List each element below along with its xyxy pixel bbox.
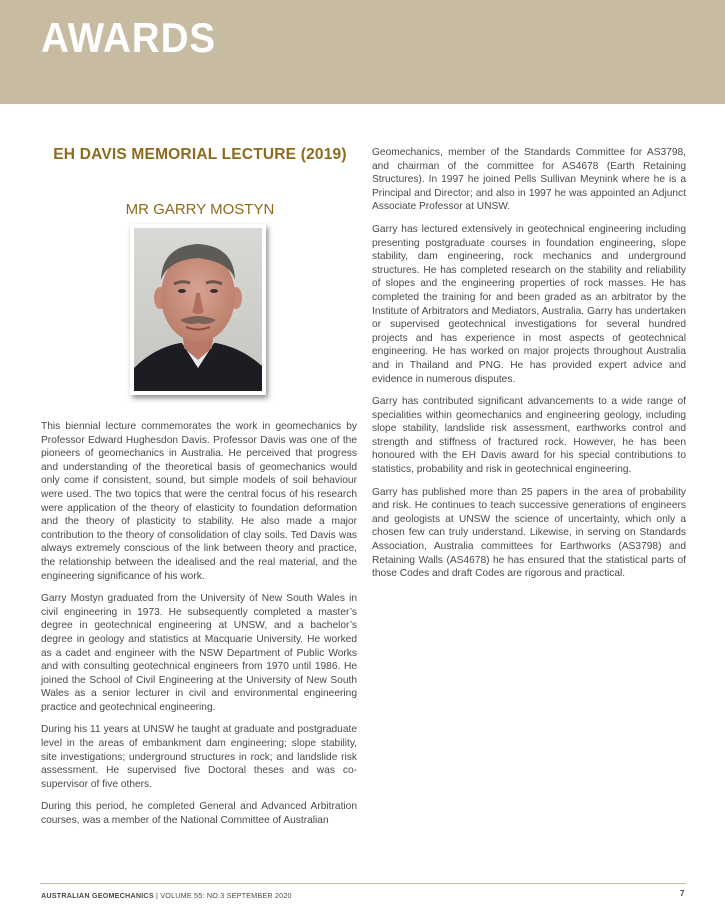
footer-journal-info <box>41 891 292 900</box>
header-banner <box>0 0 725 104</box>
person-name: MR GARRY MOSTYN <box>125 201 275 218</box>
portrait-image <box>134 228 262 391</box>
paragraph: During this period, he completed General and Advanced Arbitration courses, was a member of the National Committee of Australian <box>41 801 357 827</box>
section-title: AWARDS <box>41 14 217 61</box>
journal-name: AUSTRALIAN GEOMECHANICS <box>41 891 154 900</box>
lecture-title: EH DAVIS MEMORIAL LECTURE (2019) <box>53 146 347 163</box>
right-column <box>372 146 686 590</box>
paragraph: Garry has contributed significant advancements to a wide range of specialities within geomechanics and engineering geology, including slope stability, landslide risk assessment, earthworks control and strength and stiffness of fractured rock. However, he has been honoured with the EH Davis award for his special contributions to statistics, probability and risk in geotechnical engineering. <box>372 396 686 476</box>
page-number: 7 <box>680 889 685 898</box>
paragraph: Garry has lectured extensively in geotechnical engineering including presenting postgraduate courses in foundation engineering, slope stability, dam engineering, rock mechanics and underground structures. He has completed research on the stability and reliability of slopes and the engineering properties of rock masses. He has completed the training for and been graded as an arbitrator by the Institute of Arbitrators and Mediators, Australia. Garry has undertaken or supervised geotechnical investigations for several hundred projects and has experience in most aspects of geotechnical engineering. He has worked on major projects throughout Australia and in Thailand and PNG. He has provided expert advice and evidence in numerous disputes. <box>372 223 686 385</box>
left-column <box>41 420 357 837</box>
paragraph: This biennial lecture commemorates the work in geomechanics by Professor Edward Hughesdon Davis. Professor Davis was one of the pioneers of geomechanics in Australia. He perceived that progress and understanding of the theoretical basis of geomechanics would only come if consistent, sound, but simple models of soil behaviour were used. The two topics that were the central focus of his research were application of the theory of elasticity to foundation deformation and the theory of plasticity to stability. He also made a major contribution to the theory of consolidation of clay soils. Ted Davis was always extremely conscious of the link between theory and practice, the relationship between the idealised and the real material, and the engineering significance of his work. <box>41 421 357 582</box>
paragraph: Garry Mostyn graduated from the University of New South Wales in civil engineering in 1973. He subsequently completed a master’s degree in geotechnical engineering at UNSW, and a bachelor’s degree in geology and statistics at Macquarie University. He worked as a cadet and engineer with the NSW Department of Public Works and with consulting geotechnical engineers from 1970 until 1986. He joined the School of Civil Engineering at the University of New South Wales as a senior lecturer in civil and environmental engineering practice and geotechnical engineering. <box>41 593 357 713</box>
portrait-photo <box>130 224 266 395</box>
issue-info: VOLUME 55: NO.3 SEPTEMBER 2020 <box>160 891 292 900</box>
footer-separator: | <box>153 891 161 900</box>
footer-divider <box>40 883 686 884</box>
paragraph: Garry has published more than 25 papers in the area of probability and risk. He continues to teach successive generations of engineers and geologists at UNSW the science of uncertainty, which only a chosen few can truly understand. Likewise, in serving on Standards Association, Australia committees for Earthworks (AS3798) and Retaining Walls (AS4678) he has ensured that the statistical parts of those Codes and draft Codes are rigorous and practical. <box>372 486 686 580</box>
paragraph: During his 11 years at UNSW he taught at graduate and postgraduate level in the areas of embankment dam engineering; slope stability, site investigations; underground structures in rock; and landslide risk assessment. He supervised five Doctoral theses and was co-supervisor of five others. <box>41 724 357 790</box>
paragraph: Geomechanics, member of the Standards Committee for AS3798, and chairman of the committee for AS4678 (Earth Retaining Structures). In 1997 he joined Pells Sullivan Meynink where he is a Principal and Director; and also in 1997 he was appointed an Adjunct Associate Professor at UNSW. <box>372 147 686 213</box>
